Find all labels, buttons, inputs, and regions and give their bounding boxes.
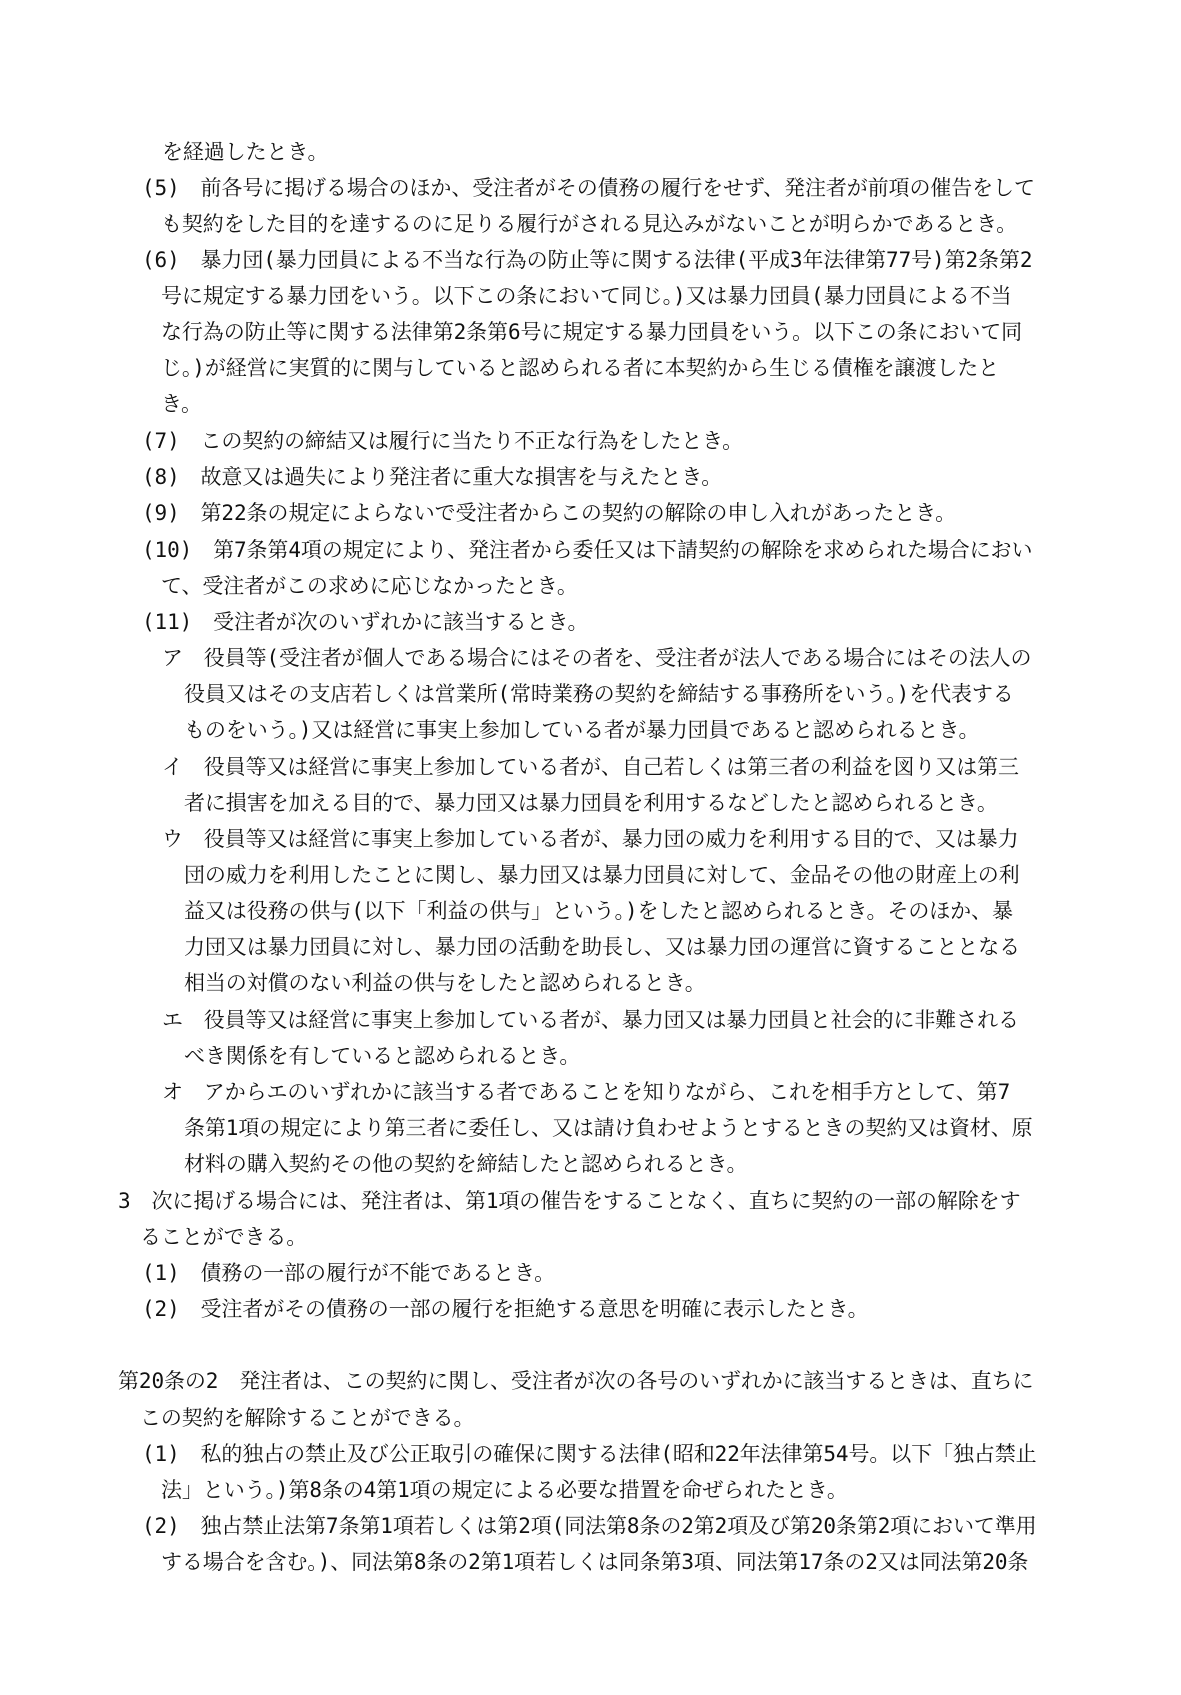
text-line: イ 役員等又は経営に事実上参加している者が、自己若しくは第三者の利益を図り又は第三 (162, 755, 1019, 779)
text-line: (1) 債務の一部の履行が不能であるとき。 (142, 1261, 555, 1285)
text-line: 役員又はその支店若しくは営業所(常時業務の契約を締結する事務所をいう。)を代表する (184, 682, 1014, 706)
text-line: (6) 暴力団(暴力団員による不当な行為の防止等に関する法律(平成3年法律第77号)第2条第2 (142, 248, 1033, 272)
text-line: (8) 故意又は過失により発注者に重大な損害を与えたとき。 (142, 465, 723, 489)
text-line: 第20条の2 発注者は、この契約に関し、受注者が次の各号のいずれかに該当するときは、直ちに (118, 1369, 1034, 1393)
text-line: (5) 前各号に掲げる場合のほか、受注者がその債務の履行をせず、発注者が前項の催告をして (142, 176, 1035, 200)
text-line: べき関係を有していると認められるとき。 (184, 1044, 581, 1068)
text-line: ア 役員等(受注者が個人である場合にはその者を、受注者が法人である場合にはその法人の (162, 646, 1032, 670)
text-line: (10) 第7条第4項の規定により、発注者から委任又は下請契約の解除を求められた場合におい (142, 538, 1033, 562)
text-line: (1) 私的独占の禁止及び公正取引の確保に関する法律(昭和22年法律第54号。以下「独占禁止 (142, 1442, 1037, 1466)
text-line: な行為の防止等に関する法律第2条第6号に規定する暴力団員をいう。以下この条において同 (161, 320, 1023, 344)
text-line: 相当の対償のない利益の供与をしたと認められるとき。 (184, 971, 706, 995)
text-line: する場合を含む。)、同法第8条の2第1項若しくは同条第3項、同法第17条の2又は同法第20条 (161, 1550, 1029, 1574)
text-line: オ アからエのいずれかに該当する者であることを知りながら、これを相手方として、第7 (162, 1080, 1011, 1104)
text-line: じ。)が経営に実質的に関与していると認められる者に本契約から生じる債権を譲渡したと (161, 356, 1000, 380)
text-line: 者に損害を加える目的で、暴力団又は暴力団員を利用するなどしたと認められるとき。 (184, 791, 998, 815)
text-line: (9) 第22条の規定によらないで受注者からこの契約の解除の申し入れがあったとき。 (142, 501, 957, 525)
text-line: 益又は役務の供与(以下「利益の供与」という。)をしたと認められるとき。そのほか、暴 (184, 899, 1013, 923)
text-line: 団の威力を利用したことに関し、暴力団又は暴力団員に対して、金品その他の財産上の利 (184, 863, 1020, 887)
text-line: も契約をした目的を達するのに足りる履行がされる見込みがないことが明らかであるとき。 (161, 212, 1018, 236)
text-line: 法」という。)第8条の4第1項の規定による必要な措置を命ぜられたとき。 (161, 1478, 848, 1502)
text-line: 条第1項の規定により第三者に委任し、又は請け負わせようとするときの契約又は資材、原 (184, 1116, 1033, 1140)
text-line: 力団又は暴力団員に対し、暴力団の活動を助長し、又は暴力団の運営に資することとなる (184, 935, 1020, 959)
text-line: き。 (161, 392, 202, 416)
text-line: この契約を解除することができる。 (140, 1406, 475, 1430)
text-line: ることができる。 (140, 1225, 308, 1249)
text-line: (11) 受注者が次のいずれかに該当するとき。 (142, 610, 589, 634)
text-line: エ 役員等又は経営に事実上参加している者が、暴力団又は暴力団員と社会的に非難される (162, 1008, 1019, 1032)
text-line: を経過したとき。 (162, 140, 329, 164)
text-line: 号に規定する暴力団をいう。以下この条において同じ。)又は暴力団員(暴力団員による不当 (161, 284, 1012, 308)
text-line: ウ 役員等又は経営に事実上参加している者が、暴力団の威力を利用する目的で、又は暴力 (162, 827, 1019, 851)
text-line: 3 次に掲げる場合には、発注者は、第1項の催告をすることなく、直ちに契約の一部の解除をす (118, 1189, 1021, 1213)
text-line: て、受注者がこの求めに応じなかったとき。 (161, 574, 578, 598)
text-line: (2) 独占禁止法第7条第1項若しくは第2項(同法第8条の2第2項及び第20条第2項において準用 (142, 1514, 1037, 1538)
text-line: 材料の購入契約その他の契約を締結したと認められるとき。 (184, 1152, 748, 1176)
text-line: ものをいう。)又は経営に事実上参加している者が暴力団員であると認められるとき。 (184, 718, 980, 742)
text-line: (7) この契約の締結又は履行に当たり不正な行為をしたとき。 (142, 429, 744, 453)
text-line: (2) 受注者がその債務の一部の履行を拒絶する意思を明確に表示したとき。 (142, 1297, 869, 1321)
